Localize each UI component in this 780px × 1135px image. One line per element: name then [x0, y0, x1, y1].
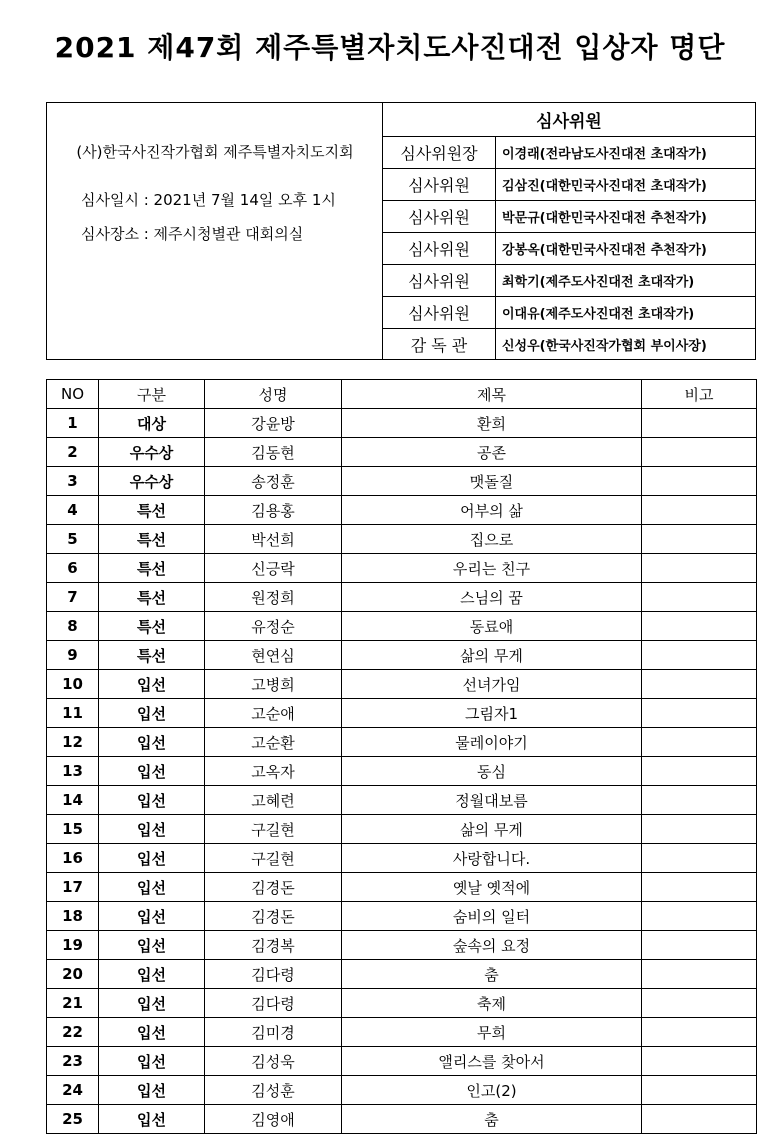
cell-title: 집으로 [342, 525, 642, 554]
cell-category: 입선 [99, 931, 205, 960]
cell-no: 6 [47, 554, 99, 583]
table-row [47, 902, 757, 931]
judge-name: 이대유(제주도사진대전 초대작가) [496, 297, 756, 329]
table-row [47, 699, 757, 728]
column-header-name: 성명 [205, 380, 342, 409]
page-title: 2021 제47회 제주특별자치도사진대전 입상자 명단 [54, 31, 726, 64]
cell-category: 특선 [99, 554, 205, 583]
cell-no: 19 [47, 931, 99, 960]
cell-title: 스님의 꿈 [342, 583, 642, 612]
cell-category: 입선 [99, 873, 205, 902]
cell-category: 특선 [99, 641, 205, 670]
cell-note [642, 989, 757, 1018]
table-row [47, 1047, 757, 1076]
judge-name: 이경래(전라남도사진대전 초대작가) [496, 137, 756, 169]
cell-title: 환희 [342, 409, 642, 438]
cell-no: 16 [47, 844, 99, 873]
cell-note [642, 496, 757, 525]
cell-category: 입선 [99, 960, 205, 989]
cell-note [642, 873, 757, 902]
judges-header: 심사위원 [536, 112, 602, 132]
cell-no: 23 [47, 1047, 99, 1076]
cell-title: 사랑합니다. [342, 844, 642, 873]
judge-name: 김삼진(대한민국사진대전 초대작가) [496, 169, 756, 201]
table-row [47, 815, 757, 844]
cell-name: 김성훈 [205, 1076, 342, 1105]
table-row [47, 728, 757, 757]
cell-name: 현연심 [205, 641, 342, 670]
cell-title: 앨리스를 찾아서 [342, 1047, 642, 1076]
column-header-category: 구분 [99, 380, 205, 409]
table-row [47, 1105, 757, 1134]
judge-role: 심사위원 [383, 297, 496, 329]
cell-name: 신긍락 [205, 554, 342, 583]
cell-note [642, 438, 757, 467]
judges-header-row [383, 103, 755, 137]
cell-no: 5 [47, 525, 99, 554]
judge-role: 감 독 관 [383, 329, 496, 361]
table-row [47, 612, 757, 641]
cell-category: 입선 [99, 786, 205, 815]
cell-note [642, 757, 757, 786]
results-header-row [47, 380, 757, 409]
cell-note [642, 554, 757, 583]
cell-title: 숲속의 요정 [342, 931, 642, 960]
table-row [47, 467, 757, 496]
table-row [47, 496, 757, 525]
cell-category: 특선 [99, 612, 205, 641]
cell-title: 삶의 무게 [342, 641, 642, 670]
cell-title: 춤 [342, 960, 642, 989]
cell-note [642, 612, 757, 641]
cell-no: 11 [47, 699, 99, 728]
cell-category: 입선 [99, 1076, 205, 1105]
table-row [47, 438, 757, 467]
cell-note [642, 467, 757, 496]
cell-note [642, 1047, 757, 1076]
column-header-no: NO [47, 380, 99, 409]
table-row [47, 757, 757, 786]
cell-no: 25 [47, 1105, 99, 1134]
cell-note [642, 525, 757, 554]
judge-role: 심사위원 [383, 201, 496, 233]
cell-name: 김미경 [205, 1018, 342, 1047]
cell-category: 입선 [99, 757, 205, 786]
cell-note [642, 409, 757, 438]
cell-no: 2 [47, 438, 99, 467]
cell-no: 13 [47, 757, 99, 786]
cell-no: 17 [47, 873, 99, 902]
cell-title: 우리는 친구 [342, 554, 642, 583]
cell-no: 14 [47, 786, 99, 815]
cell-title: 무희 [342, 1018, 642, 1047]
cell-title: 인고(2) [342, 1076, 642, 1105]
cell-note [642, 583, 757, 612]
cell-category: 입선 [99, 728, 205, 757]
table-row [47, 873, 757, 902]
cell-note [642, 641, 757, 670]
judging-info-box [46, 102, 756, 360]
cell-note [642, 728, 757, 757]
cell-category: 대상 [99, 409, 205, 438]
cell-note [642, 1018, 757, 1047]
cell-category: 입선 [99, 1047, 205, 1076]
cell-no: 7 [47, 583, 99, 612]
table-row [47, 525, 757, 554]
cell-no: 4 [47, 496, 99, 525]
cell-category: 특선 [99, 583, 205, 612]
table-row [47, 786, 757, 815]
cell-title: 공존 [342, 438, 642, 467]
cell-title: 삶의 무게 [342, 815, 642, 844]
cell-no: 9 [47, 641, 99, 670]
cell-category: 입선 [99, 902, 205, 931]
cell-name: 김다령 [205, 989, 342, 1018]
cell-title: 선녀가임 [342, 670, 642, 699]
cell-name: 구길현 [205, 844, 342, 873]
cell-title: 춤 [342, 1105, 642, 1134]
column-header-note: 비고 [642, 380, 757, 409]
judge-name: 강봉옥(대한민국사진대전 추천작가) [496, 233, 756, 265]
judge-row [383, 233, 755, 265]
cell-name: 송정훈 [205, 467, 342, 496]
cell-note [642, 699, 757, 728]
cell-category: 입선 [99, 699, 205, 728]
cell-category: 우수상 [99, 438, 205, 467]
cell-name: 고병희 [205, 670, 342, 699]
judge-row [383, 265, 755, 297]
cell-note [642, 786, 757, 815]
cell-category: 우수상 [99, 467, 205, 496]
cell-category: 특선 [99, 525, 205, 554]
cell-note [642, 960, 757, 989]
cell-name: 김경돈 [205, 902, 342, 931]
table-row [47, 1076, 757, 1105]
cell-name: 김용홍 [205, 496, 342, 525]
judge-name: 최학기(제주도사진대전 초대작가) [496, 265, 756, 297]
cell-note [642, 902, 757, 931]
cell-name: 김영애 [205, 1105, 342, 1134]
judge-row [383, 137, 755, 169]
cell-title: 옛날 옛적에 [342, 873, 642, 902]
cell-no: 22 [47, 1018, 99, 1047]
cell-title: 축제 [342, 989, 642, 1018]
cell-title: 그림자1 [342, 699, 642, 728]
cell-no: 15 [47, 815, 99, 844]
cell-title: 어부의 삶 [342, 496, 642, 525]
table-row [47, 409, 757, 438]
cell-name: 유정순 [205, 612, 342, 641]
cell-note [642, 931, 757, 960]
cell-name: 강윤방 [205, 409, 342, 438]
cell-name: 박선희 [205, 525, 342, 554]
table-row [47, 554, 757, 583]
cell-no: 21 [47, 989, 99, 1018]
judge-row [383, 201, 755, 233]
cell-name: 김동현 [205, 438, 342, 467]
cell-name: 고옥자 [205, 757, 342, 786]
cell-category: 입선 [99, 1018, 205, 1047]
judge-role: 심사위원 [383, 265, 496, 297]
cell-no: 3 [47, 467, 99, 496]
cell-no: 24 [47, 1076, 99, 1105]
cell-note [642, 1076, 757, 1105]
cell-note [642, 670, 757, 699]
cell-title: 동료애 [342, 612, 642, 641]
cell-title: 물레이야기 [342, 728, 642, 757]
cell-no: 20 [47, 960, 99, 989]
cell-note [642, 815, 757, 844]
table-row [47, 670, 757, 699]
cell-name: 고순환 [205, 728, 342, 757]
cell-name: 구길현 [205, 815, 342, 844]
cell-category: 입선 [99, 844, 205, 873]
table-row [47, 1018, 757, 1047]
cell-no: 18 [47, 902, 99, 931]
cell-category: 입선 [99, 670, 205, 699]
cell-category: 입선 [99, 815, 205, 844]
table-row [47, 960, 757, 989]
judge-row [383, 297, 755, 329]
cell-category: 특선 [99, 496, 205, 525]
judge-row [383, 329, 755, 361]
cell-name: 고혜련 [205, 786, 342, 815]
cell-name: 원정희 [205, 583, 342, 612]
organization-panel [47, 103, 383, 359]
results-table [46, 379, 757, 1134]
table-row [47, 989, 757, 1018]
table-row [47, 931, 757, 960]
judges-table [383, 103, 755, 360]
judge-role: 심사위원 [383, 233, 496, 265]
column-header-title: 제목 [342, 380, 642, 409]
cell-name: 고순애 [205, 699, 342, 728]
cell-note [642, 1105, 757, 1134]
judge-role: 심사위원장 [383, 137, 496, 169]
cell-title: 맷돌질 [342, 467, 642, 496]
table-row [47, 583, 757, 612]
cell-name: 김다령 [205, 960, 342, 989]
judging-date: 심사일시 : 2021년 7월 14일 오후 1시 [81, 191, 336, 209]
cell-no: 1 [47, 409, 99, 438]
cell-no: 10 [47, 670, 99, 699]
judging-place: 심사장소 : 제주시청별관 대회의실 [81, 225, 304, 243]
judge-role: 심사위원 [383, 169, 496, 201]
cell-note [642, 844, 757, 873]
judge-name: 박문규(대한민국사진대전 추천작가) [496, 201, 756, 233]
cell-no: 8 [47, 612, 99, 641]
judge-row [383, 169, 755, 201]
cell-name: 김경복 [205, 931, 342, 960]
cell-name: 김성욱 [205, 1047, 342, 1076]
judge-name: 신성우(한국사진작가협회 부이사장) [496, 329, 756, 361]
cell-no: 12 [47, 728, 99, 757]
table-row [47, 844, 757, 873]
cell-title: 숨비의 일터 [342, 902, 642, 931]
cell-category: 입선 [99, 989, 205, 1018]
table-row [47, 641, 757, 670]
cell-title: 정월대보름 [342, 786, 642, 815]
cell-name: 김경돈 [205, 873, 342, 902]
organization-name: (사)한국사진작가협회 제주특별자치도지회 [76, 143, 354, 161]
cell-category: 입선 [99, 1105, 205, 1134]
cell-title: 동심 [342, 757, 642, 786]
